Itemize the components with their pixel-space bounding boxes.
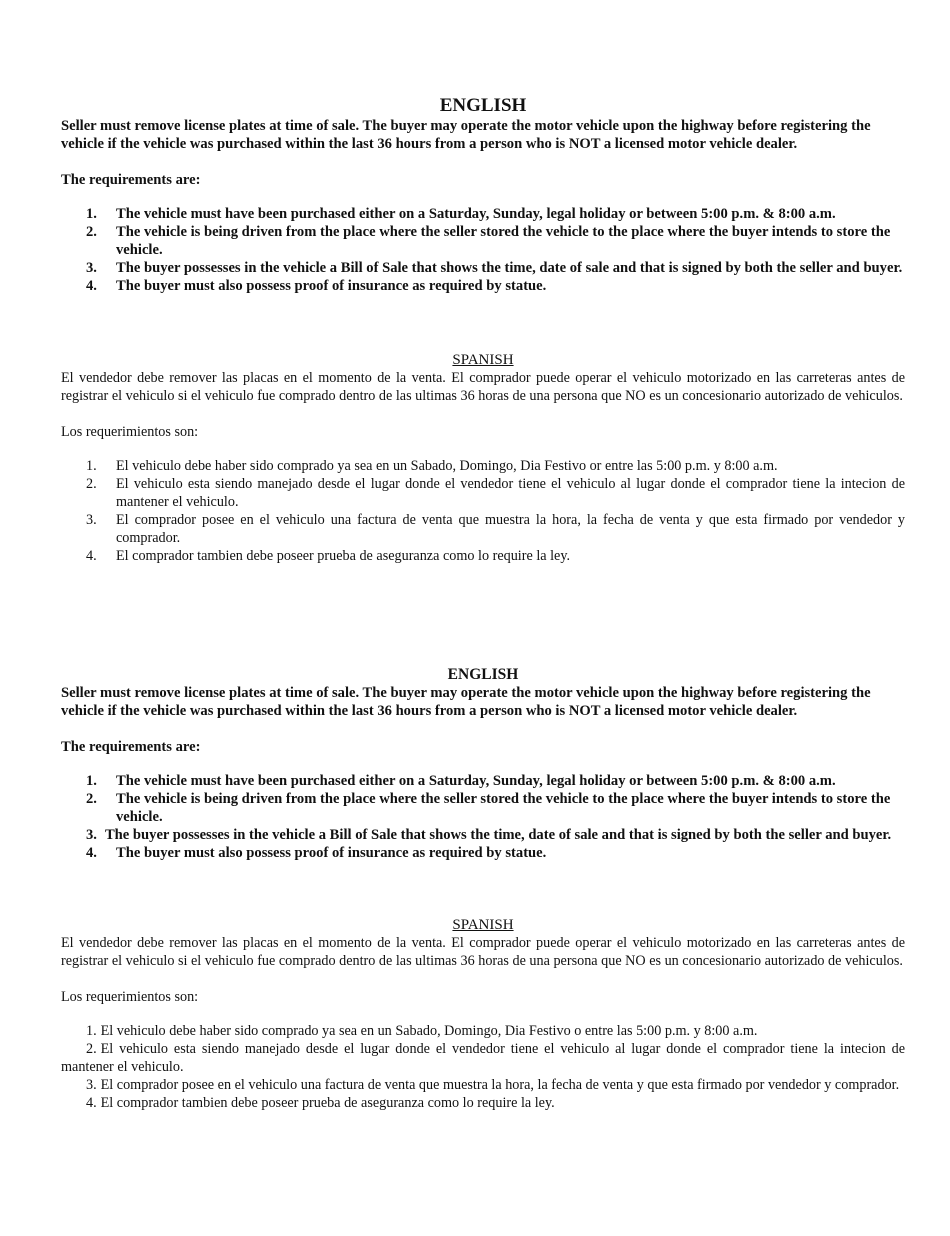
english-requirements-list [61,772,905,862]
spanish-section-2 [61,916,905,1112]
spanish-paragraph: El vendedor debe remover las placas en el momento de la venta. El comprador puede operar el vehiculo motorizado en las carreteras antes de registrar el vehiculo si el vehiculo fue comprado dentro de las ultimas 36 horas de una persona que NO es un concesionario autorizado de vehiculos. [61,935,905,969]
spanish-title: SPANISH [452,352,514,368]
spanish-requirements-intro: Los requerimientos son: [61,989,199,1005]
english-paragraph: Seller must remove license plates at time of sale. The buyer may operate the motor vehicle upon the highway before registering the vehicle if the vehicle was purchased within the last 36 hours from a person who is NOT a licensed motor vehicle dealer. [61,685,871,719]
english-title: ENGLISH [439,95,527,116]
english-requirements-intro: The requirements are: [61,739,201,755]
list-item: 3. The buyer possesses in the vehicle a Bill of Sale that shows the time, date of sale and that is signed by both the seller and buyer. [86,260,903,276]
english-requirements-intro: The requirements are: [61,172,201,188]
list-item: 3. El comprador posee en el vehiculo una factura de venta que muestra la hora, la fecha de venta y que esta firmado por vendedor y comprador. [86,512,905,546]
list-item: 4. El comprador tambien debe poseer prueba de aseguranza como lo require la ley. [86,548,571,564]
list-item: 3. The buyer possesses in the vehicle a Bill of Sale that shows the time, date of sale and that is signed by both the seller and buyer. [86,827,892,843]
english-paragraph: Seller must remove license plates at time of sale. The buyer may operate the motor vehicle upon the highway before registering the vehicle if the vehicle was purchased within the last 36 hours from a person who is NOT a licensed motor vehicle dealer. [61,118,871,152]
spanish-requirements-intro: Los requerimientos son: [61,424,199,440]
list-item: 2. El vehiculo esta siendo manejado desde el lugar donde el vendedor tiene el vehiculo al lugar donde el comprador tiene la intecion de mantener el vehiculo. [61,1041,905,1075]
list-item: 1. The vehicle must have been purchased either on a Saturday, Sunday, legal holiday or between 5:00 p.m. & 8:00 a.m. [86,206,836,222]
english-section-2 [61,665,905,862]
list-item: 4. The buyer must also possess proof of insurance as required by statue. [86,845,547,861]
english-title: ENGLISH [447,666,519,683]
list-item: 4. El comprador tambien debe poseer prueba de aseguranza como lo require la ley. [86,1095,555,1111]
spanish-paragraph: El vendedor debe remover las placas en el momento de la venta. El comprador puede operar el vehiculo motorizado en las carreteras antes de registrar el vehiculo si el vehiculo fue comprado dentro de las ultimas 36 horas de una persona que NO es un concesionario autorizado de vehiculos. [61,370,905,404]
list-item: 2. The vehicle is being driven from the place where the seller stored the vehicle to the place where the buyer intends to store the vehicle. [86,224,891,258]
spanish-title: SPANISH [452,917,514,933]
list-item: 3. El comprador posee en el vehiculo una factura de venta que muestra la hora, la fecha de venta y que esta firmado por vendedor y comprador. [86,1077,900,1093]
list-item: 1. El vehiculo debe haber sido comprado ya sea en un Sabado, Domingo, Dia Festivo or entre las 5:00 p.m. y 8:00 a.m. [86,458,778,474]
list-item: 1. El vehiculo debe haber sido comprado ya sea en un Sabado, Domingo, Dia Festivo o entre las 5:00 p.m. y 8:00 a.m. [86,1023,758,1039]
list-item: 4. The buyer must also possess proof of insurance as required by statue. [86,278,547,294]
spanish-requirements-list [61,457,905,565]
spanish-requirements-list [61,1022,905,1112]
english-section-1 [61,95,905,295]
list-item: 2. The vehicle is being driven from the place where the seller stored the vehicle to the place where the buyer intends to store the vehicle. [86,791,891,825]
list-item: 1. The vehicle must have been purchased either on a Saturday, Sunday, legal holiday or between 5:00 p.m. & 8:00 a.m. [86,773,836,789]
spanish-section-1 [61,351,905,565]
english-requirements-list [61,205,905,295]
list-item: 2. El vehiculo esta siendo manejado desde el lugar donde el vendedor tiene el vehiculo al lugar donde el comprador tiene la intecion de mantener el vehiculo. [86,476,905,510]
